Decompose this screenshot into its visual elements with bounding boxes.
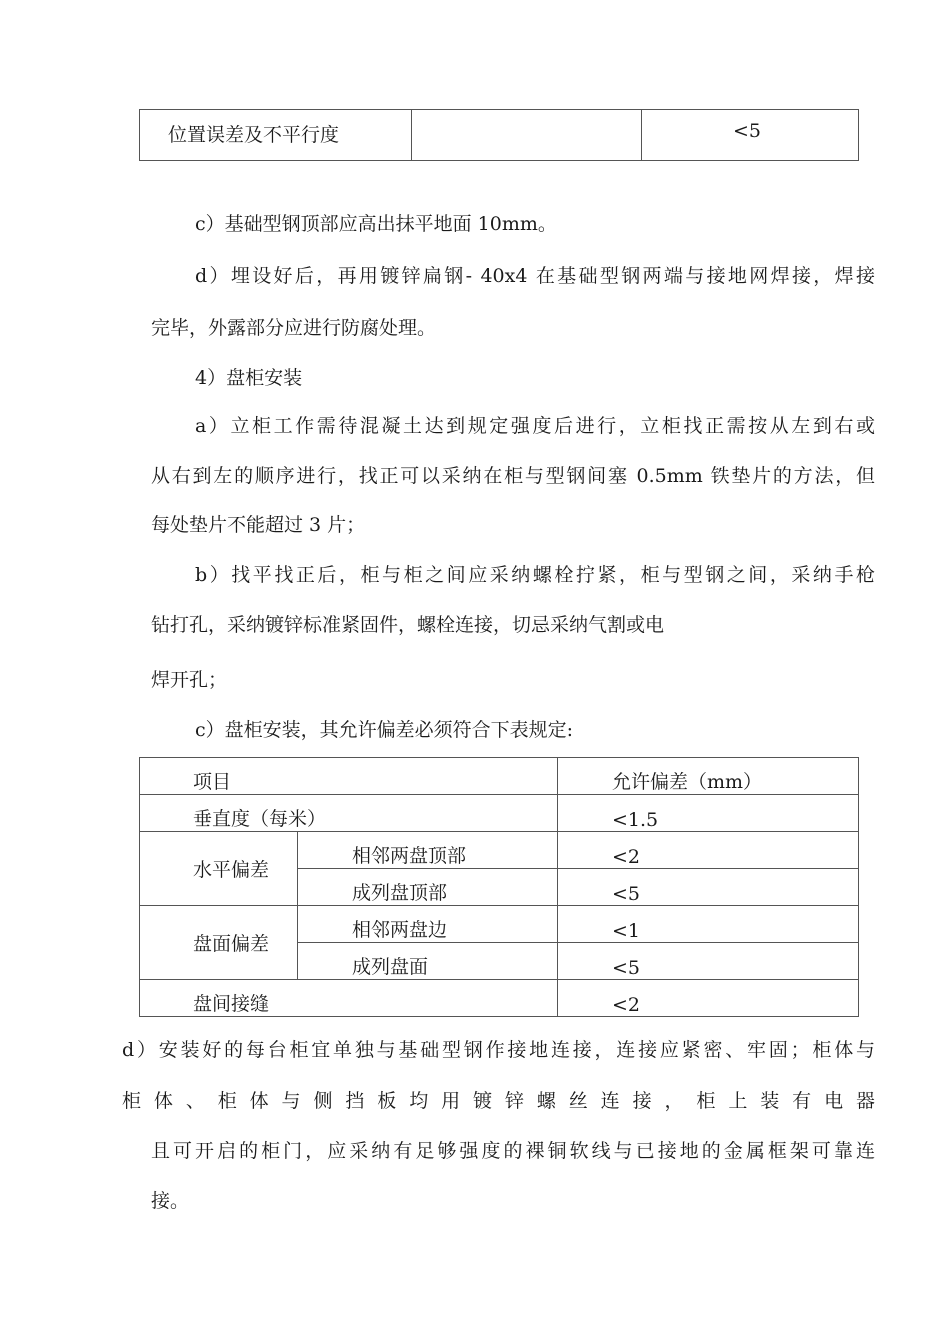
paragraph-d2-line3: 且可开启的柜门，应采纳有足够强度的裸铜软线与已接地的金属框架可靠连 (151, 1140, 875, 1162)
tolerance-table-cabinet (139, 757, 859, 1017)
tolerance-table-position (139, 109, 859, 161)
table-row (140, 832, 859, 869)
row-sublabel: 成列盘面 (298, 943, 558, 980)
table-cell-value: <5 (642, 110, 859, 161)
row-value: <1 (558, 906, 859, 943)
row-value: <5 (558, 943, 859, 980)
paragraph-c-table-intro: c）盘柜安装，其允许偏差必须符合下表规定: (195, 719, 574, 741)
column-header-tolerance: 允许偏差（mm） (558, 758, 859, 795)
paragraph-d-grounding-line2: 完毕，外露部分应进行防腐处理。 (151, 317, 437, 339)
table-header-row (140, 758, 859, 795)
paragraph-d2-line4: 接。 (151, 1190, 190, 1212)
section-heading-cabinet-install: 4）盘柜安装 (195, 367, 303, 389)
table-row (140, 980, 859, 1017)
table-row (140, 795, 859, 832)
row-label-joint: 盘间接缝 (140, 980, 558, 1017)
table-cell-label: 位置误差及不平行度 (140, 110, 412, 161)
row-sublabel: 相邻两盘顶部 (298, 832, 558, 869)
paragraph-b-line1: b）找平找正后，柜与柜之间应采纳螺栓拧紧，柜与型钢之间，采纳手枪 (195, 564, 875, 586)
row-value: <2 (558, 832, 859, 869)
table-row (140, 110, 859, 161)
paragraph-d2-line2: 柜体、柜体与侧挡板均用镀锌螺丝连接，柜上装有电器 (122, 1090, 875, 1112)
paragraph-d-grounding-line1: d）埋设好后，再用镀锌扁钢- 40x4 在基础型钢两端与接地网焊接，焊接 (195, 265, 875, 287)
table-cell-empty (412, 110, 642, 161)
table-row (140, 906, 859, 943)
paragraph-b-line2: 钻打孔，采纳镀锌标准紧固件，螺栓连接，切忌采纳气割或电 (151, 614, 665, 636)
row-value-vertical: <1.5 (558, 795, 859, 832)
row-label-surface: 盘面偏差 (140, 906, 298, 980)
paragraph-a-line3: 每处垫片不能超过 3 片； (151, 514, 366, 536)
row-value-joint: <2 (558, 980, 859, 1017)
row-label-horizontal: 水平偏差 (140, 832, 298, 906)
paragraph-a-line1: a）立柜工作需待混凝土达到规定强度后进行，立柜找正需按从左到右或 (195, 415, 875, 437)
row-sublabel: 成列盘顶部 (298, 869, 558, 906)
paragraph-a-line2: 从右到左的顺序进行，找正可以采纳在柜与型钢间塞 0.5mm 铁垫片的方法，但 (151, 465, 875, 487)
row-sublabel: 相邻两盘边 (298, 906, 558, 943)
paragraph-c-base-height: c）基础型钢顶部应高出抹平地面 10mm。 (195, 213, 557, 235)
paragraph-b-line3: 焊开孔； (151, 669, 228, 691)
row-value: <5 (558, 869, 859, 906)
paragraph-d2-line1: d）安装好的每台柜宜单独与基础型钢作接地连接，连接应紧密、牢固；柜体与 (122, 1039, 875, 1061)
column-header-item: 项目 (140, 758, 558, 795)
row-label-vertical: 垂直度（每米） (140, 795, 558, 832)
